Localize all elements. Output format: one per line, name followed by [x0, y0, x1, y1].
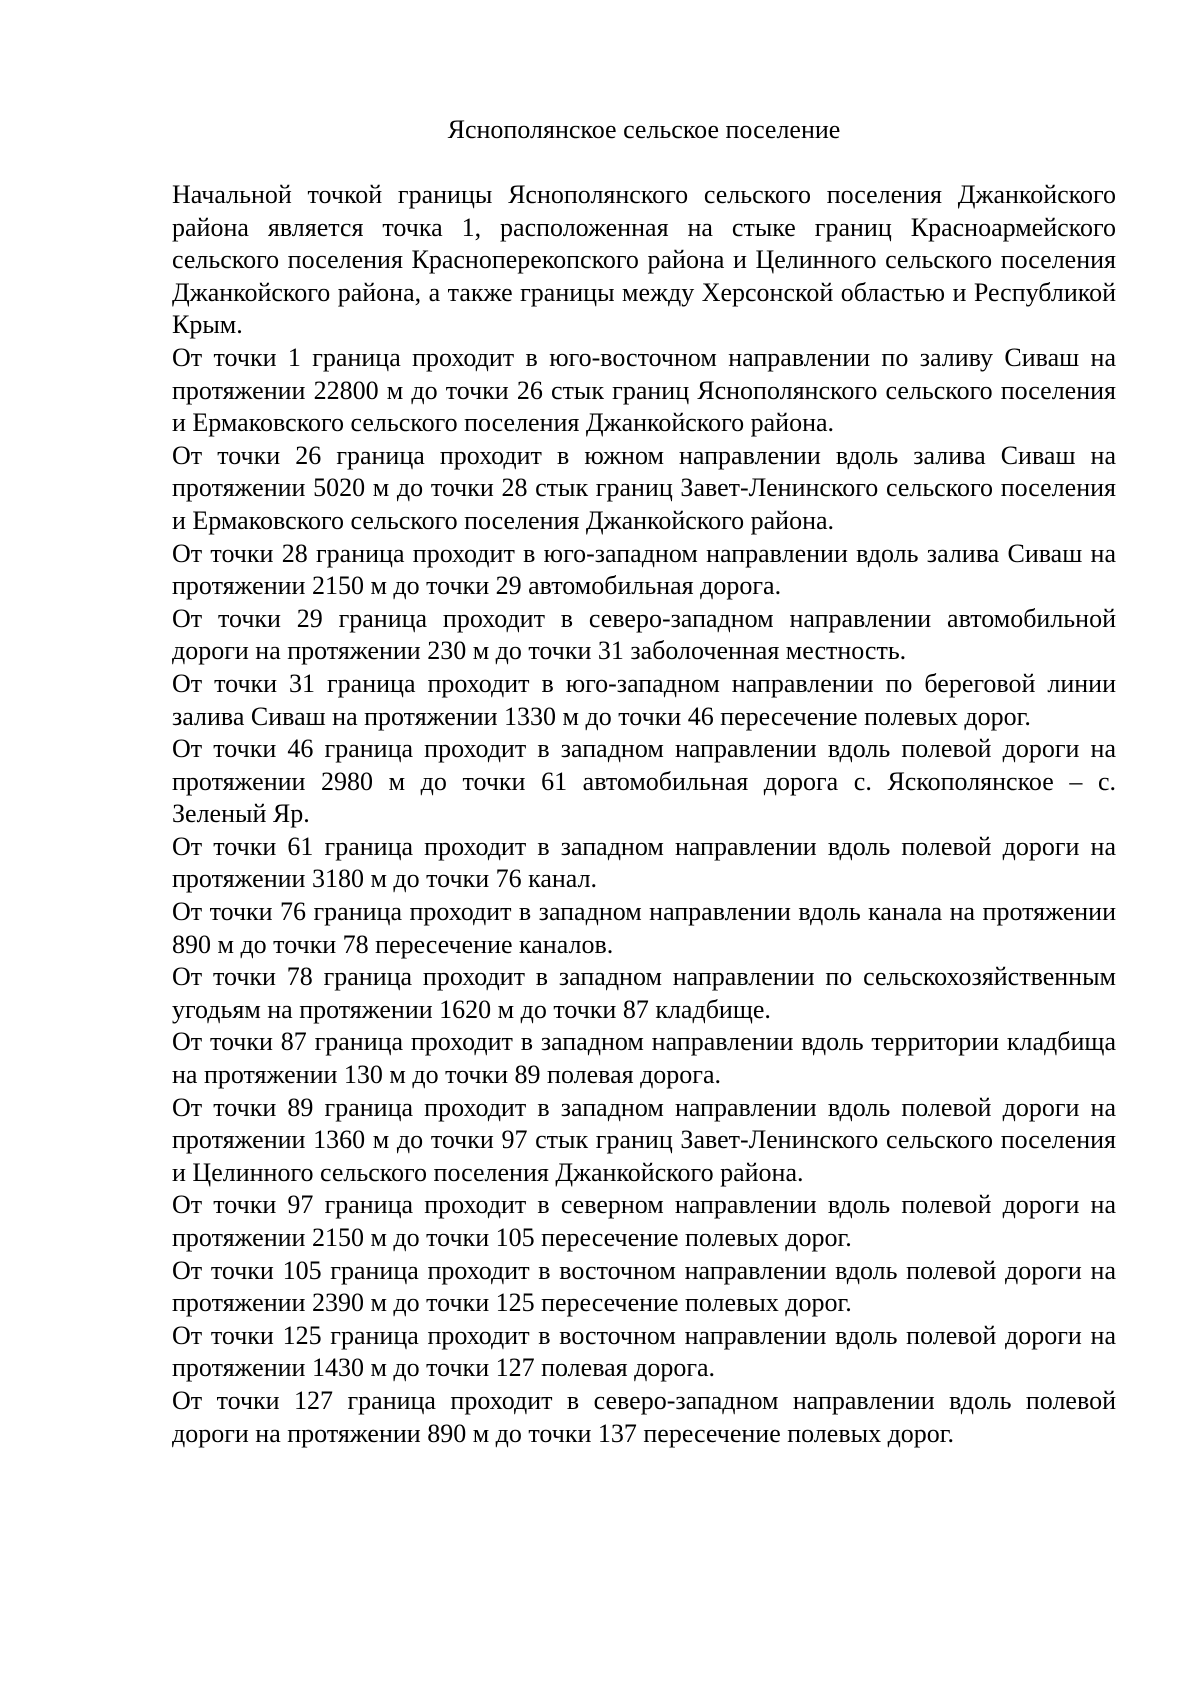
paragraph-point-87: От точки 87 граница проходит в западном направлении вдоль территории кладбища на протяжении 130 м до точки 89 полевая дорога. [172, 1027, 1116, 1090]
paragraph-point-26: От точки 26 граница проходит в южном направлении вдоль залива Сиваш на протяжении 5020 м до точки 28 стык границ Завет-Ленинского сельского поселения и Ермаковского сельского поселения Джанкойского района. [172, 440, 1116, 535]
paragraph-start-point: Начальной точкой границы Яснополянского сельского поселения Джанкойского района является точка 1, расположенная на стыке границ Красноармейского сельского поселения Красноперекопского района и Целинного сельского поселения Джанкойского района, а также границы между Херсонской областью и Республикой Крым. [172, 180, 1116, 340]
paragraph-point-28: От точки 28 граница проходит в юго-западном направлении вдоль залива Сиваш на протяжении 2150 м до точки 29 автомобильная дорога. [172, 538, 1116, 601]
document-body [172, 179, 1116, 1450]
paragraph-point-105: От точки 105 граница проходит в восточном направлении вдоль полевой дороги на протяжении 2390 м до точки 125 пересечение полевых дорог. [172, 1255, 1116, 1318]
paragraph-point-61: От точки 61 граница проходит в западном направлении вдоль полевой дороги на протяжении 3180 м до точки 76 канал. [172, 831, 1116, 894]
paragraph-point-1: От точки 1 граница проходит в юго-восточном направлении по заливу Сиваш на протяжении 22800 м до точки 26 стык границ Яснополянского сельского поселения и Ермаковского сельского поселения Джанкойского района. [172, 342, 1116, 438]
paragraph-point-46: От точки 46 граница проходит в западном направлении вдоль полевой дороги на протяжении 2980 м до точки 61 автомобильная дорога с. Яскополянское – с. Зеленый Яр. [172, 734, 1116, 829]
paragraph-point-97: От точки 97 граница проходит в северном направлении вдоль полевой дороги на протяжении 2150 м до точки 105 пересечение полевых дорог. [172, 1190, 1116, 1252]
paragraph-point-125: От точки 125 граница проходит в восточном направлении вдоль полевой дороги на протяжении 1430 м до точки 127 полевая дорога. [172, 1320, 1116, 1383]
paragraph-point-76: От точки 76 граница проходит в западном направлении вдоль канала на протяжении 890 м до точки 78 пересечение каналов. [172, 897, 1116, 959]
paragraph-point-89: От точки 89 граница проходит в западном направлении вдоль полевой дороги на протяжении 1360 м до точки 97 стык границ Завет-Ленинского сельского поселения и Целинного сельского поселения Джанкойского района. [172, 1092, 1116, 1187]
paragraph-point-29: От точки 29 граница проходит в северо-западном направлении автомобильной дороги на протяжении 230 м до точки 31 заболоченная местность. [172, 603, 1116, 666]
paragraph-point-31: От точки 31 граница проходит в юго-западном направлении по береговой линии залива Сиваш на протяжении 1330 м до точки 46 пересечение полевых дорог. [172, 668, 1116, 731]
document-title: Яснополянское сельское поселение [447, 115, 841, 144]
paragraph-point-78: От точки 78 граница проходит в западном направлении по сельскохозяйственным угодьям на протяжении 1620 м до точки 87 кладбище. [172, 962, 1116, 1024]
paragraph-point-127: От точки 127 граница проходит в северо-западном направлении вдоль полевой дороги на протяжении 890 м до точки 137 пересечение полевых дорог. [172, 1385, 1116, 1448]
